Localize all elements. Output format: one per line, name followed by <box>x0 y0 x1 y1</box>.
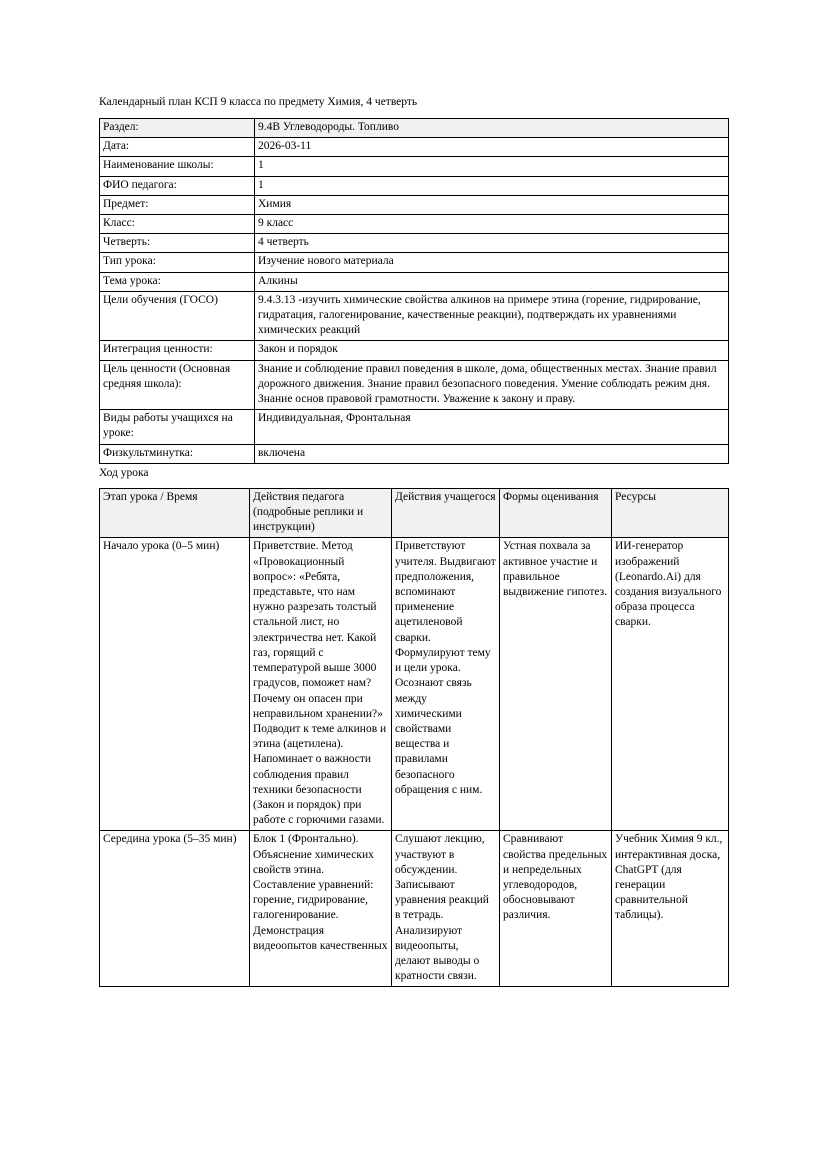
info-label: Дата: <box>100 138 255 157</box>
table-row <box>100 444 729 463</box>
table-row <box>100 215 729 234</box>
info-value: 2026-03-11 <box>255 138 729 157</box>
info-value: Химия <box>255 195 729 214</box>
cell-stage: Начало урока (0–5 мин) <box>100 538 250 831</box>
lesson-flow-head <box>100 488 729 538</box>
table-row <box>100 272 729 291</box>
info-label: ФИО педагога: <box>100 176 255 195</box>
table-row <box>100 538 729 831</box>
table-row <box>100 138 729 157</box>
table-header-row <box>100 488 729 538</box>
info-label: Цели обучения (ГОСО) <box>100 291 255 341</box>
info-value: 1 <box>255 176 729 195</box>
cell-assessment-forms: Устная похвала за активное участие и правильное выдвижение гипотез. <box>500 538 612 831</box>
column-header-resources: Ресурсы <box>612 488 729 538</box>
cell-student-actions: Слушают лекцию, участвуют в обсуждении. Записывают уравнения реакций в тетрадь. Анализируют видеоопыты, делают выводы о кратности связи. <box>392 831 500 987</box>
cell-resources: Учебник Химия 9 кл., интерактивная доска, ChatGPT (для генерации сравнительной таблицы). <box>612 831 729 987</box>
info-value: Алкины <box>255 272 729 291</box>
table-row <box>100 234 729 253</box>
lesson-flow-table <box>99 488 729 988</box>
page-title: Календарный план КСП 9 класса по предмету Химия, 4 четверть <box>99 96 418 108</box>
table-row <box>100 291 729 341</box>
table-row <box>100 360 729 410</box>
info-label: Цель ценности (Основная средняя школа): <box>100 360 255 410</box>
table-row <box>100 341 729 360</box>
lesson-info-body <box>100 119 729 464</box>
table-row <box>100 176 729 195</box>
info-label: Виды работы учащихся на уроке: <box>100 410 255 444</box>
column-header-assessment-forms: Формы оценивания <box>500 488 612 538</box>
info-label: Наименование школы: <box>100 157 255 176</box>
info-value: 1 <box>255 157 729 176</box>
info-label: Физкультминутка: <box>100 444 255 463</box>
lesson-info-table <box>99 118 729 464</box>
cell-student-actions: Приветствуют учителя. Выдвигают предположения, вспоминают применение ацетиленовой сварки. Формулируют тему и цели урока. Осознают связь между химическими свойствами вещества и правилами безопасного обращения с ним. <box>392 538 500 831</box>
table-row <box>100 253 729 272</box>
cell-stage: Середина урока (5–35 мин) <box>100 831 250 987</box>
info-label: Тип урока: <box>100 253 255 272</box>
info-value: Знание и соблюдение правил поведения в школе, дома, общественных местах. Знание правил дорожного движения. Знание правил безопасного поведения. Умение соблюдать режим дня. Знание основ правовой грамотности. Уважение к закону и праву. <box>255 360 729 410</box>
info-value: 4 четверть <box>255 234 729 253</box>
info-value: Изучение нового материала <box>255 253 729 272</box>
info-label: Предмет: <box>100 195 255 214</box>
section-caption-lesson-flow: Ход урока <box>99 466 149 479</box>
info-label: Класс: <box>100 215 255 234</box>
table-row <box>100 410 729 444</box>
column-header-teacher-actions: Действия педагога (подробные реплики и инструкции) <box>250 488 392 538</box>
info-label: Четверть: <box>100 234 255 253</box>
cell-resources: ИИ-генератор изображений (Leonardo.Ai) для создания визуального образа процесса сварки. <box>612 538 729 831</box>
info-value: 9.4.3.13 -изучить химические свойства алкинов на примере этина (горение, гидрирование, гидратация, галогенирование, качественные реакции), подтверждать их уравнениями химических реакций <box>255 291 729 341</box>
info-value: включена <box>255 444 729 463</box>
lesson-flow-body <box>100 538 729 987</box>
info-label: Раздел: <box>100 119 255 138</box>
info-label: Тема урока: <box>100 272 255 291</box>
table-row <box>100 831 729 987</box>
info-label: Интеграция ценности: <box>100 341 255 360</box>
cell-teacher-actions: Приветствие. Метод «Провокационный вопрос»: «Ребята, представьте, что нам нужно разрезать толстый стальной лист, но электричества нет. Какой газ, горящий с температурой выше 3000 градусов, поможет нам? Почему он опасен при неправильном хранении?» Подводит к теме алкинов и этина (ацетилена). Напоминает о важности соблюдения правил техники безопасности (Закон и порядок) при работе с горючими газами. <box>250 538 392 831</box>
table-row <box>100 119 729 138</box>
column-header-student-actions: Действия учащегося <box>392 488 500 538</box>
cell-teacher-actions: Блок 1 (Фронтально). Объяснение химических свойств этина. Составление уравнений: горение, гидрирование, галогенирование. Демонстрация видеоопытов качественных <box>250 831 392 987</box>
column-header-stage: Этап урока / Время <box>100 488 250 538</box>
info-value: Индивидуальная, Фронтальная <box>255 410 729 444</box>
info-value: 9.4В Углеводороды. Топливо <box>255 119 729 138</box>
table-row <box>100 195 729 214</box>
document-content <box>99 95 728 987</box>
info-value: Закон и порядок <box>255 341 729 360</box>
table-row <box>100 157 729 176</box>
info-value: 9 класс <box>255 215 729 234</box>
cell-assessment-forms: Сравнивают свойства предельных и непредельных углеводородов, обосновывают различия. <box>500 831 612 987</box>
